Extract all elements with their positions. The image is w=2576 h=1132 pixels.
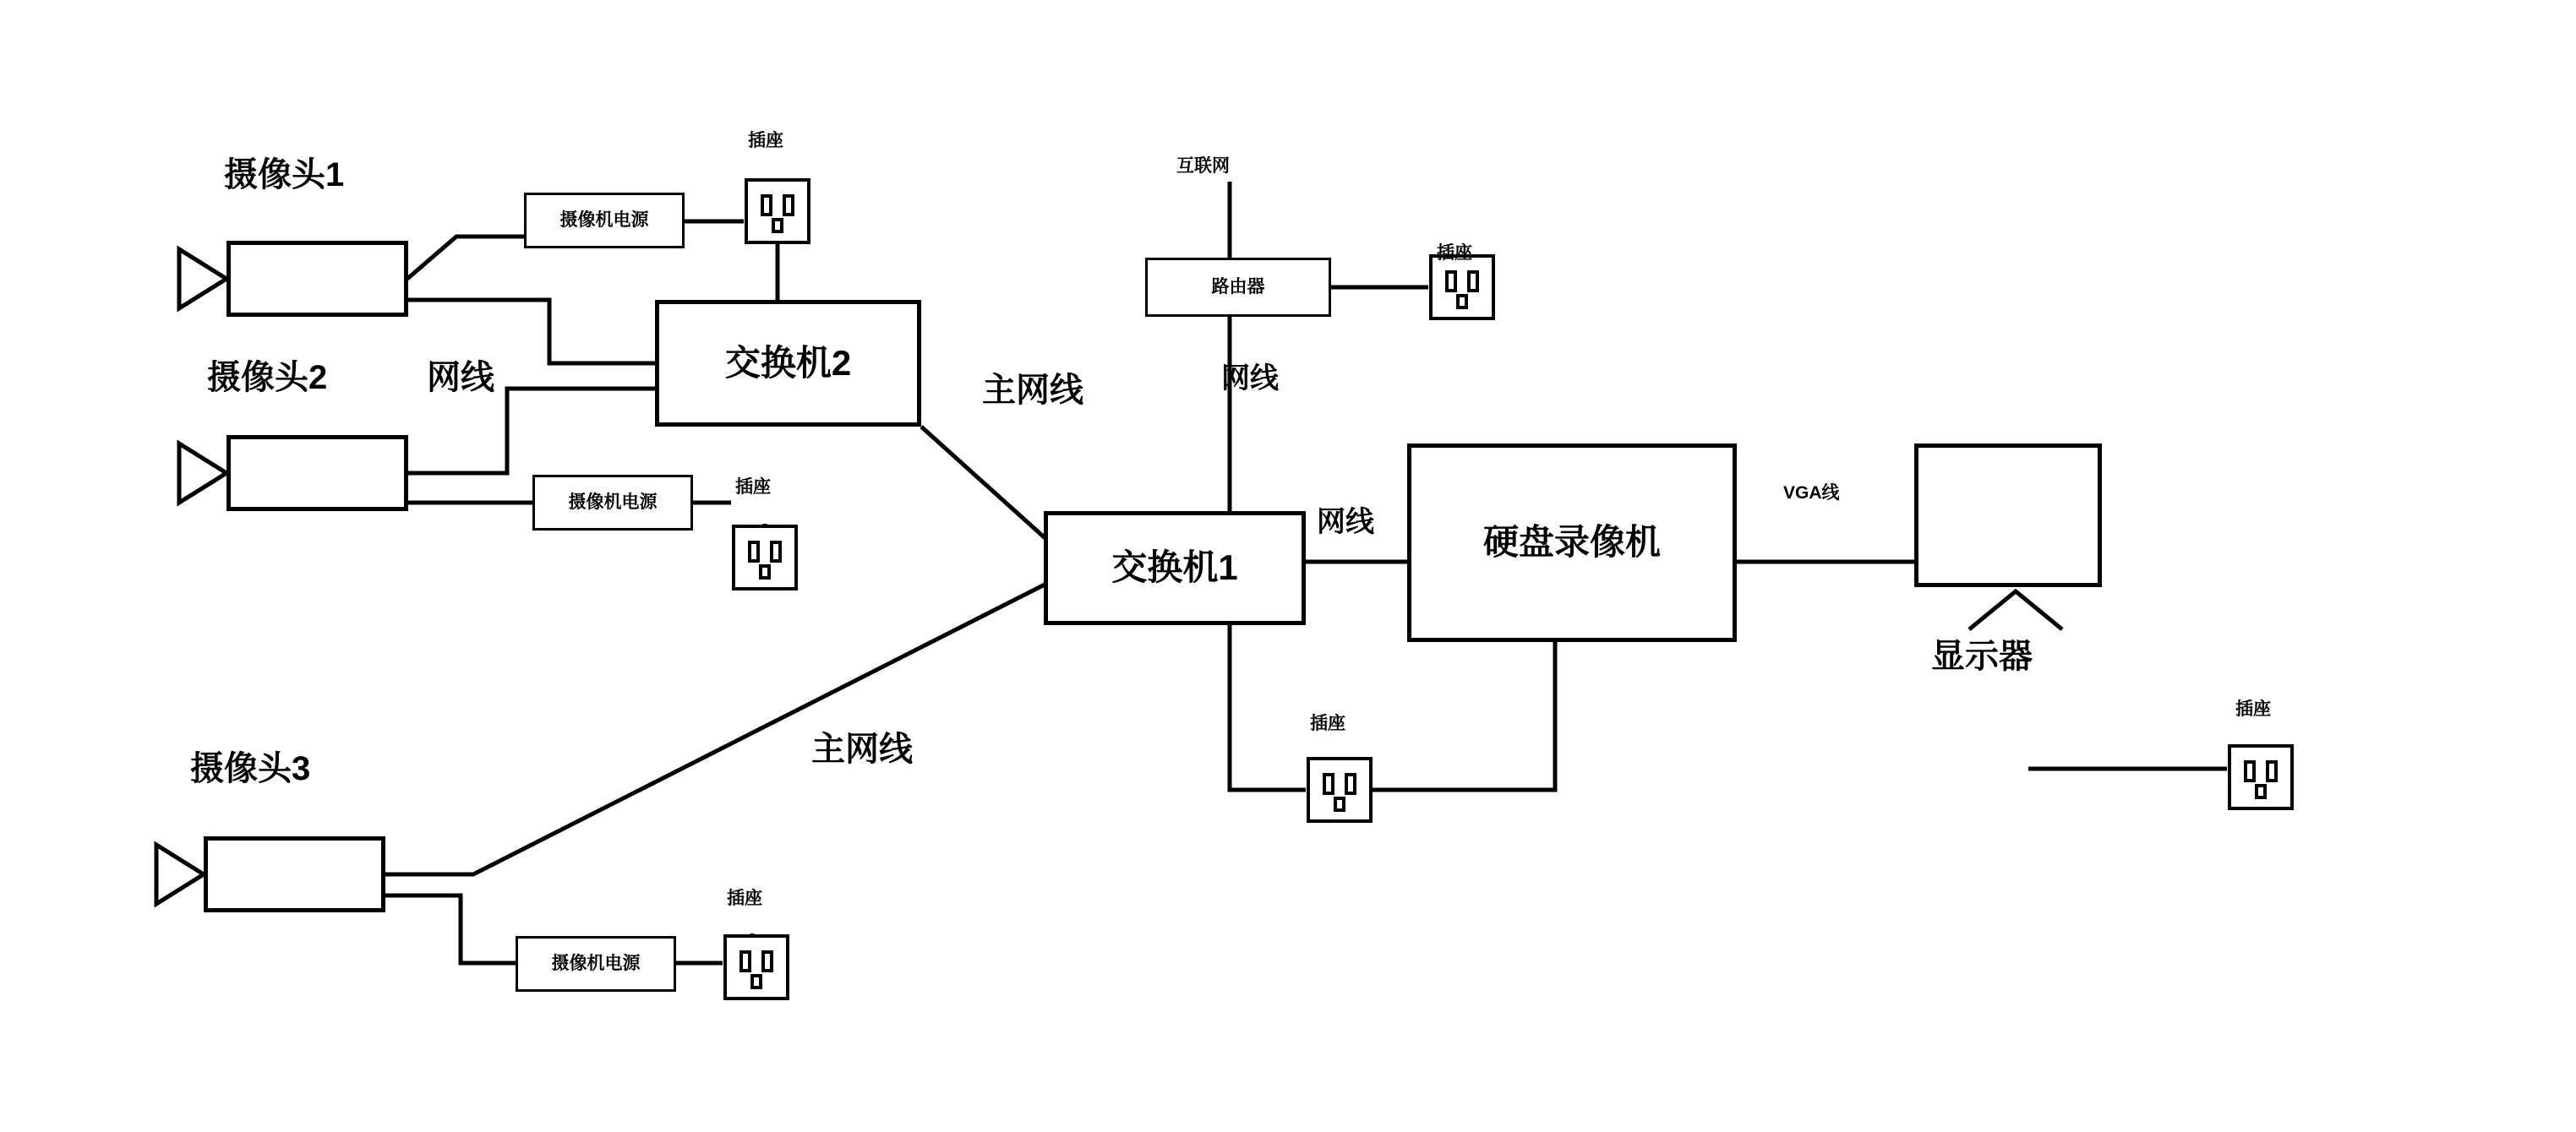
- node-router[interactable]: [1145, 258, 1331, 317]
- wire-switch1-socket5: [1230, 625, 1306, 790]
- label-camera3: 摄像头3: [190, 750, 311, 787]
- socket-icon-4: [1428, 253, 1496, 321]
- socket-icon-5: [1306, 756, 1373, 824]
- socket-icon-1: [744, 177, 811, 245]
- node-router-label: 路由器: [1211, 277, 1265, 297]
- node-camera-power-3-label: 摄像机电源: [551, 954, 641, 974]
- label-socket-1: 插座: [748, 131, 783, 150]
- node-nvr[interactable]: [1407, 444, 1737, 642]
- camera3-body: [204, 836, 385, 912]
- wire-nvr-socket5: [1369, 642, 1555, 790]
- monitor-stand: [1969, 591, 2062, 629]
- camera3-lens-icon: [156, 845, 204, 904]
- label-camera1: 摄像头1: [224, 156, 345, 193]
- label-socket-6: 插座: [2235, 699, 2271, 719]
- label-socket-2: 插座: [735, 477, 771, 497]
- node-switch2-label: 交换机2: [724, 342, 852, 383]
- node-switch1[interactable]: [1044, 511, 1306, 625]
- wire-camera3-switch1: [385, 583, 1048, 874]
- socket-icon-2: [731, 524, 799, 591]
- label-main-cable-bottom: 主网线: [811, 731, 913, 768]
- camera2-body: [226, 435, 408, 511]
- camera1-body: [226, 241, 408, 317]
- label-nvr-cable: 网线: [1317, 506, 1374, 538]
- label-vga-cable: VGA线: [1783, 483, 1840, 503]
- node-camera-power-2-label: 摄像机电源: [568, 493, 658, 513]
- label-internet: 互联网: [1176, 156, 1230, 176]
- label-monitor: 显示器: [1931, 638, 2033, 675]
- socket-icon-3: [723, 933, 790, 1001]
- camera1-lens-icon: [179, 249, 226, 308]
- label-router-cable: 网线: [1221, 362, 1279, 395]
- monitor-screen: [1914, 444, 2102, 587]
- label-socket-5: 插座: [1310, 714, 1345, 733]
- label-socket-3: 插座: [727, 889, 762, 908]
- node-camera-power-3[interactable]: [516, 936, 676, 992]
- wire-camera3-power: [385, 895, 516, 963]
- camera2-lens-icon: [179, 444, 226, 503]
- socket-icon-6: [2227, 743, 2295, 811]
- wire-camera2-switch2: [407, 389, 655, 473]
- wire-camera1-power: [407, 237, 524, 279]
- node-camera-power-1[interactable]: [524, 193, 685, 248]
- label-camera2: 摄像头2: [207, 359, 328, 396]
- node-camera-power-1-label: 摄像机电源: [559, 210, 649, 231]
- label-lan-cable-left: 网线: [427, 359, 494, 396]
- label-socket-4: 插座: [1437, 243, 1472, 263]
- node-switch2[interactable]: [655, 300, 921, 427]
- wire-camera1-switch2: [407, 300, 655, 363]
- node-nvr-label: 硬盘录像机: [1482, 522, 1661, 563]
- label-main-cable-top: 主网线: [982, 372, 1083, 409]
- node-switch1-label: 交换机1: [1111, 547, 1238, 588]
- wire-switch2-switch1: [921, 427, 1048, 541]
- node-camera-power-2[interactable]: [532, 475, 693, 531]
